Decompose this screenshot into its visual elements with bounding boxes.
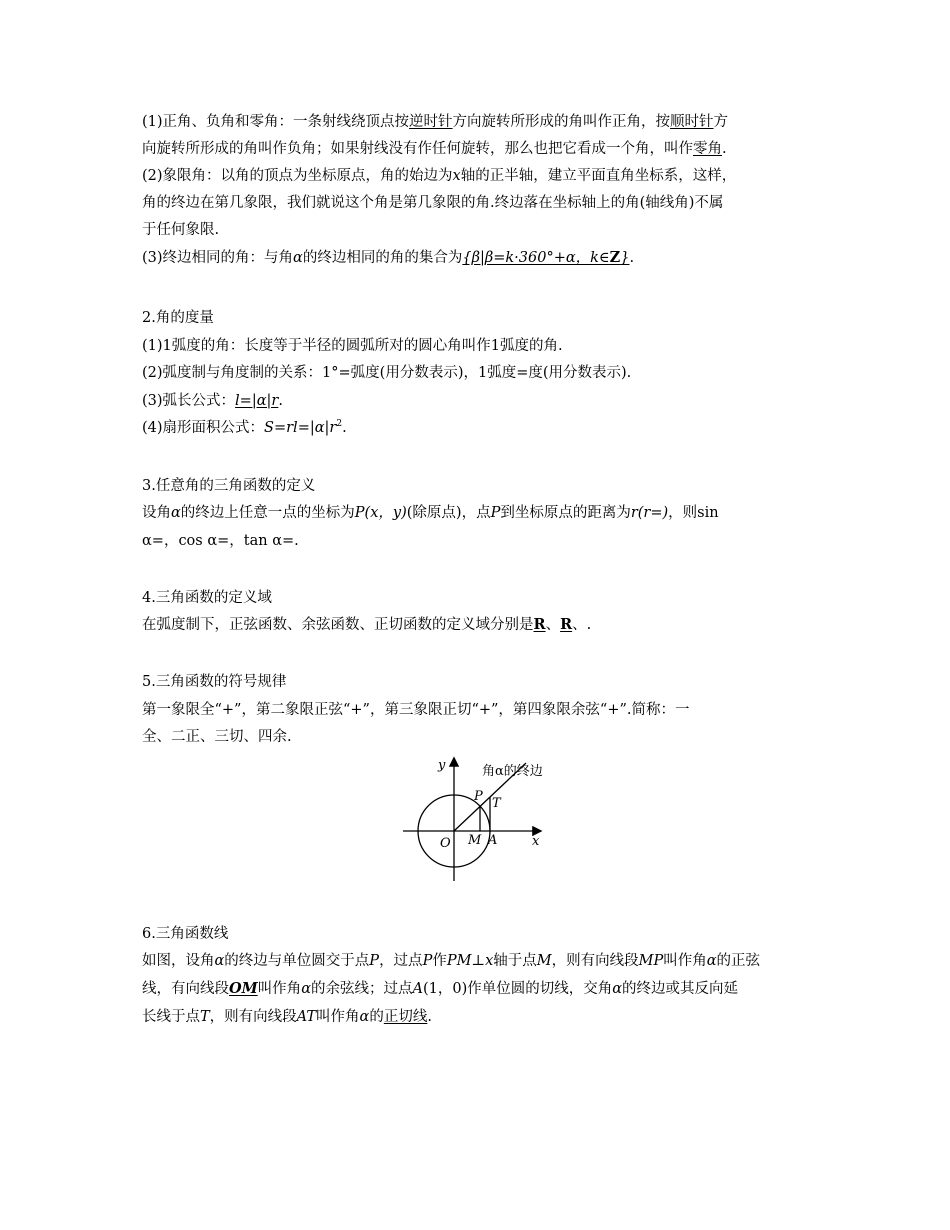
point-p-label: P	[474, 789, 483, 804]
sector-area-formula: S=rl=|α|r	[264, 420, 337, 436]
section-title: 4.三角函数的定义域	[142, 590, 272, 606]
section-title: 5.三角函数的符号规律	[142, 674, 287, 690]
origin-label: O	[440, 836, 451, 851]
paragraph-line: (2)弧度制与角度制的关系：1°=弧度(用分数表示)，1弧度=度(用分数表示).	[142, 365, 632, 381]
underlined-answer: 逆时针	[409, 114, 453, 130]
underlined-answer: 顺时针	[670, 114, 714, 130]
paragraph-line: 设角α的终边上任意一点的坐标为P(x，y)(除原点)，点P到坐标原点的距离为r(r=)，则sin	[142, 505, 719, 521]
paragraph-line: 向旋转所形成的角叫作负角；如果射线没有作任何旋转，那么也把它看成一个角，叫作零角.	[142, 141, 727, 157]
underlined-answer: 零角	[693, 141, 722, 157]
domain-R: R	[560, 616, 573, 633]
paragraph-line: (1)正角、负角和零角：一条射线绕顶点按逆时针方向旋转所形成的角叫作正角，按顺时针方	[142, 114, 729, 130]
terminal-side-label: 角α的终边	[482, 764, 543, 779]
domain-R: R	[533, 616, 546, 633]
paragraph-line: α=，cos α=，tan α=.	[142, 533, 299, 549]
paragraph-line: 如图，设角α的终边与单位圆交于点P，过点P作PM⊥x轴于点M，则有向线段MP叫作角α的正弦	[142, 953, 761, 969]
section-title: 6.三角函数线	[142, 926, 229, 942]
paragraph-line: 角的终边在第几象限，我们就说这个角是第几象限的角.终边落在坐标轴上的角(轴线角)不属	[142, 195, 724, 211]
paragraph-line: 全、二正、三切、四余.	[142, 729, 292, 745]
point-m-label: M	[468, 833, 482, 848]
section-title: 3.任意角的三角函数的定义	[142, 478, 316, 494]
paragraph-line: (1)1弧度的角：长度等于半径的圆弧所对的圆心角叫作1弧度的角.	[142, 338, 563, 354]
paragraph-line: 线，有向线段OM叫作角α的余弦线；过点A(1，0)作单位圆的切线，交角α的终边或其反向延	[142, 980, 739, 997]
section-title: 2.角的度量	[142, 310, 214, 326]
paragraph-line: 于任何象限.	[142, 222, 220, 238]
underlined-answer: 正切线	[383, 1009, 428, 1025]
paragraph-line: (3)终边相同的角：与角α的终边相同的角的集合为{β|β=k·360°+α，k∈Z}.	[142, 249, 635, 266]
y-axis-label: y	[438, 758, 446, 773]
point-t-label: T	[492, 796, 501, 811]
paragraph-line: (2)象限角：以角的顶点为坐标原点，角的始边为x轴的正半轴，建立平面直角坐标系，这样，	[142, 168, 737, 184]
underlined-answer: OM	[229, 980, 258, 997]
paragraph-line: (4)扇形面积公式：$S=rl=|\alpha|r^2$.	[142, 419, 347, 436]
set-formula: {β|β=k·360°+α，k∈Z}	[462, 249, 630, 266]
unit-circle-figure	[398, 755, 548, 885]
paragraph-line: 第一象限全“+”，第二象限正弦“+”，第三象限正切“+”，第四象限余弦“+”.简称：一	[142, 702, 690, 718]
arc-length-formula: l=|α|r	[235, 393, 279, 409]
paragraph-line: 长线于点T，则有向线段AT叫作角α的正切线.	[142, 1009, 432, 1025]
point-a-label: A	[488, 833, 498, 848]
paragraph-line: (3)弧长公式：l=|α|r.	[142, 393, 283, 409]
paragraph-line: 在弧度制下，正弦函数、余弦函数、正切函数的定义域分别是R、R、.	[142, 616, 592, 633]
x-axis-label: x	[532, 834, 540, 849]
